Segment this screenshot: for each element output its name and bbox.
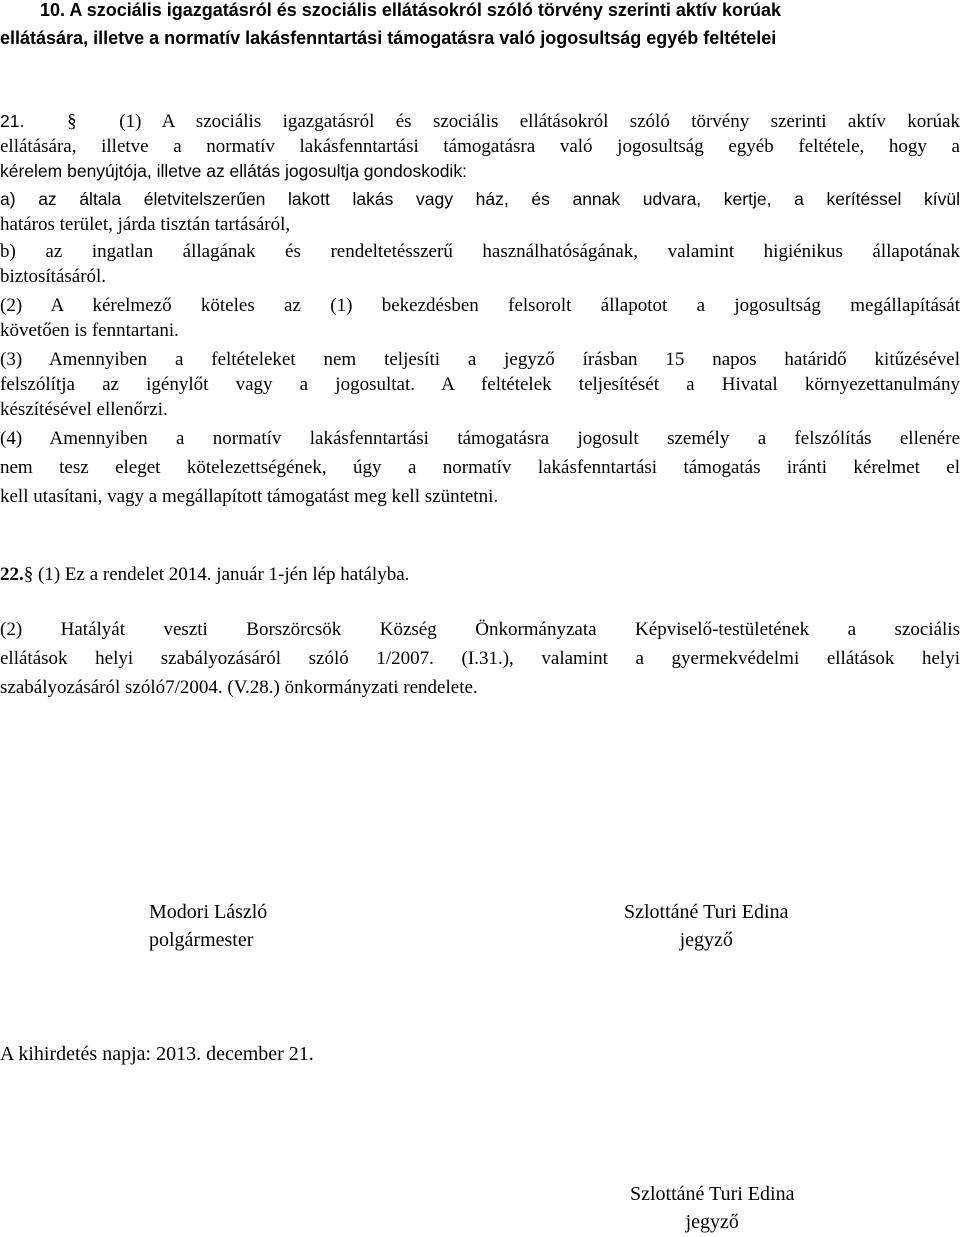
section-21-b-line-2: biztosításáról. (0, 266, 107, 287)
notary-title: jegyző (679, 929, 733, 951)
mayor-signature-block (149, 898, 267, 954)
announcement-date: A kihirdetés napja: 2013. december 21. (0, 1043, 314, 1065)
section-21-p2-line-2: követően is fenntartani. (0, 320, 179, 341)
section-22-p2-line-2: ellátások helyi szabályozásáról szóló 1/2007. (I.31.), valamint a gyermekvédelmi ellátások helyi (0, 648, 960, 669)
section-22-p1: (1) Ez a rendelet 2014. január 1-jén lép hatályba. (38, 564, 410, 585)
section-21-p3-line-1: (3) Amennyiben a feltételeket nem teljesíti a jegyző írásban 15 napos határidő kitűzésével (0, 349, 960, 370)
section-22-number: 22. (0, 564, 24, 585)
heading-line-2: ellátására, illetve a normatív lakásfenntartási támogatásra való jogosultság egyéb feltételei (0, 28, 777, 48)
section-21-a-line-2: határos terület, járda tisztán tartásáról, (0, 214, 291, 235)
section-21-p1-line-1: (1) A szociális igazgatásról és szociális ellátásokról szóló törvény szerinti aktív korúak (119, 111, 960, 132)
section-21-number: 21. (0, 111, 25, 131)
section-22-p2-line-1: (2) Hatályát veszti Borszörcsök Község Önkormányzata Képviselő-testületének a szociális (0, 619, 960, 640)
mayor-name: Modori László (149, 901, 268, 923)
section-heading (0, 0, 960, 52)
section-21-p3-line-2: felszólítja az igénylőt vagy a jogosultat. A feltételek teljesítését a Hivatal környezettanulmány (0, 374, 960, 395)
section-22-p1-line (0, 562, 960, 587)
section-22 (0, 562, 960, 587)
announcement-line (0, 1040, 314, 1068)
section-21-p4-line-3: kell utasítani, vagy a megállapított támogatást meg kell szüntetni. (0, 486, 499, 507)
section-21-p1-line-3: kérelem benyújtója, illetve az ellátás jogosultja gondoskodik: (0, 161, 467, 181)
section-21-first-line (0, 109, 960, 134)
section-22-p2-line-3: szabályozásáról szóló7/2004. (V.28.) önkormányzati rendelete. (0, 677, 478, 698)
section-22-paragraph-2 (0, 617, 960, 700)
notary-signature-block (624, 898, 788, 954)
section-symbol: § (67, 111, 77, 132)
section-21-p2-line-1: (2) A kérelmező köteles az (1) bekezdésben felsorolt állapotot a jogosultság megállapítását (0, 295, 960, 316)
heading-line-1: 10. A szociális igazgatásról és szociális ellátásokról szóló törvény szerinti aktív korúak (40, 0, 781, 20)
final-notary-title: jegyző (685, 1211, 739, 1233)
section-symbol: § (23, 564, 34, 585)
section-21 (0, 109, 960, 509)
final-signature-block (630, 1180, 794, 1236)
section-21-a-line-1: a) az általa életvitelszerűen lakott lakás vagy ház, és annak udvara, kertje, a kerítéssel kívül (0, 189, 960, 209)
section-21-p1-line-2: ellátására, illetve a normatív lakásfenntartási támogatásra való jogosultság egyéb feltétele, hogy a (0, 136, 960, 157)
section-21-p4-line-2: nem tesz eleget kötelezettségének, úgy a normatív lakásfenntartási támogatás iránti kérelmet el (0, 457, 960, 478)
section-21-p3-line-3: készítésével ellenőrzi. (0, 399, 168, 420)
mayor-title: polgármester (149, 929, 254, 951)
section-21-b-line-1: b) az ingatlan állagának és rendeltetésszerű használhatóságának, valamint higiénikus állapotának (0, 241, 960, 262)
section-21-p4-line-1: (4) Amennyiben a normatív lakásfenntartási támogatásra jogosult személy a felszólítás ellenére (0, 428, 960, 449)
final-notary-name: Szlottáné Turi Edina (630, 1183, 795, 1205)
notary-name: Szlottáné Turi Edina (624, 901, 789, 923)
